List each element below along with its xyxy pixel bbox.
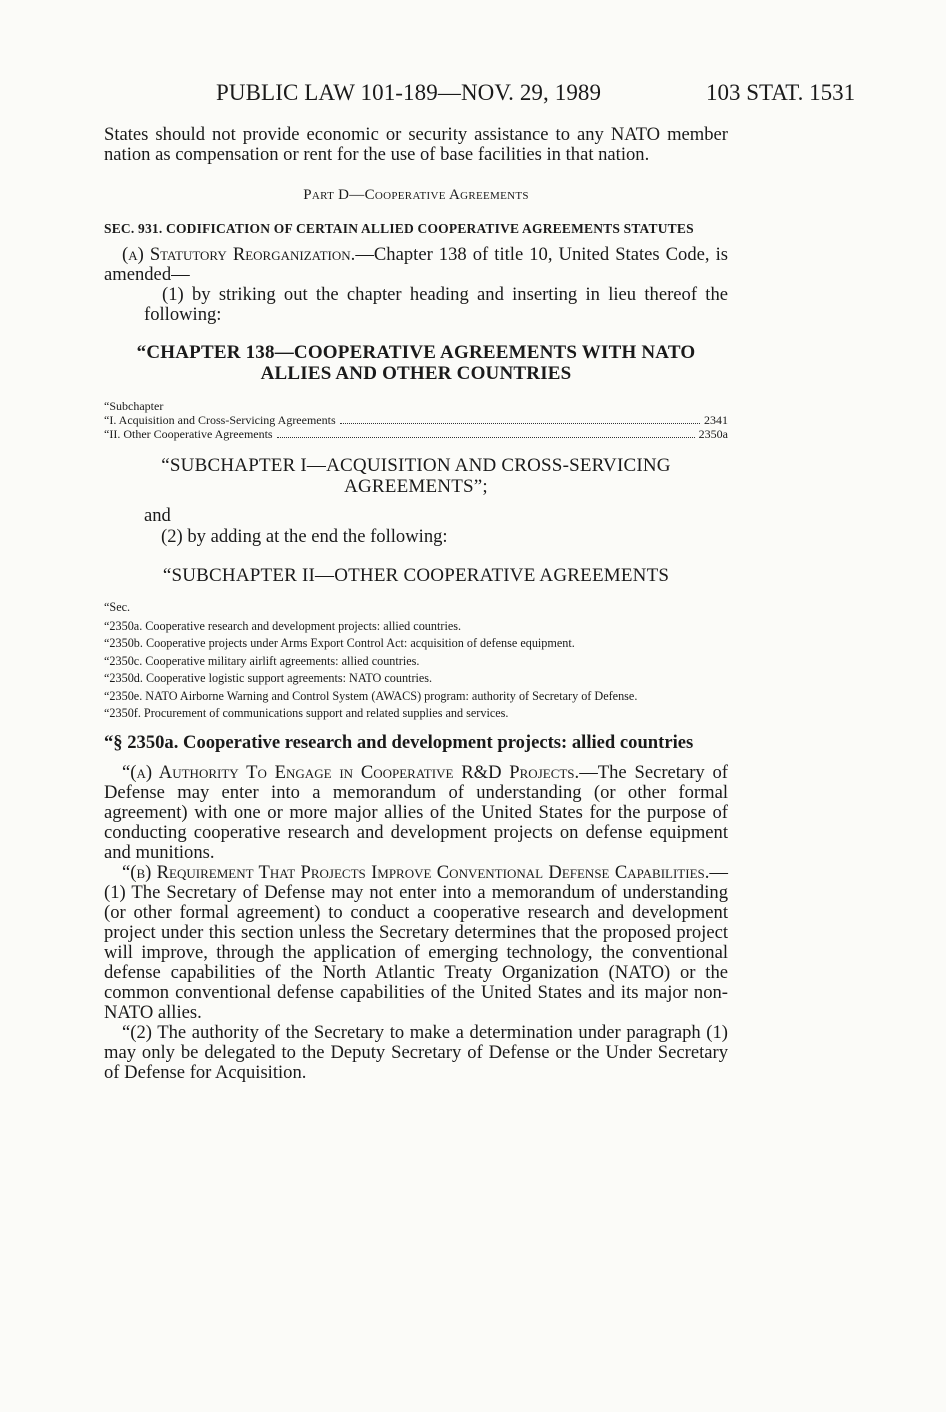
toc-leader xyxy=(277,437,695,438)
subsection-b-text: —(1) The Secretary of Defense may not enter into a memorandum of understanding (or other formal agreement) to conduct a cooperative research and development project under this section unless the Secretary determines that the proposed project will improve, through the application of emerging technology, the conventional defense capabilities of the North Atlantic Treaty Organization (NATO) or the common conventional defense capabilities of the United States and its major non-NATO allies. xyxy=(104,861,728,1023)
section-2350a-heading: “§ 2350a. Cooperative research and development projects: allied countries xyxy=(104,731,694,753)
subchapter-1-heading: “SUBCHAPTER I—ACQUISITION AND CROSS-SERVICING AGREEMENTS”; xyxy=(161,455,671,497)
paragraph-a xyxy=(104,245,728,285)
section-toc-row: “2350f. Procurement of communications support and related supplies and services. xyxy=(104,706,509,720)
item-1-text: (1) by striking out the chapter heading and inserting in lieu thereof the following: xyxy=(144,284,728,325)
subsection-a-heading: “(a) Authority To Engage in Cooperative R&D Projects. xyxy=(122,761,580,783)
subsection-b-heading: “(b) Requirement That Projects Improve Conventional Defense Capabilities. xyxy=(122,861,710,883)
subsection-a xyxy=(104,763,728,863)
and-connector: and xyxy=(144,505,171,526)
running-header: PUBLIC LAW 101-189—NOV. 29, 1989 xyxy=(216,80,602,105)
toc-leader xyxy=(340,423,700,424)
toc-label: “Subchapter xyxy=(104,399,164,413)
paragraph-a-text: —Chapter 138 of title 10, United States Code, is amended— xyxy=(104,244,728,285)
toc-row-number: 2350a xyxy=(698,427,728,441)
paragraph-a-heading: (a) Statutory Reorganization. xyxy=(122,244,356,265)
chapter-heading: “CHAPTER 138—COOPERATIVE AGREEMENTS WITH NATO ALLIES AND OTHER COUNTRIES xyxy=(136,342,696,384)
section-heading: SEC. 931. CODIFICATION OF CERTAIN ALLIED COOPERATIVE AGREEMENTS STATUTES xyxy=(104,221,694,236)
toc-row-label: “I. Acquisition and Cross-Servicing Agreements xyxy=(104,413,336,427)
section-toc-label: “Sec. xyxy=(104,600,131,614)
page-body xyxy=(104,125,728,1083)
item-2: (2) by adding at the end the following: xyxy=(161,526,448,547)
section-toc-row: “2350a. Cooperative research and development projects: allied countries. xyxy=(104,618,462,633)
toc-row xyxy=(104,413,728,427)
subsection-b xyxy=(104,863,728,1023)
toc-row-number: 2341 xyxy=(704,413,728,427)
subchapter-2-heading: “SUBCHAPTER II—OTHER COOPERATIVE AGREEMENTS xyxy=(162,565,670,586)
toc-row xyxy=(104,427,728,441)
section-toc-row: “2350b. Cooperative projects under Arms Export Control Act: acquisition of defense equipment. xyxy=(104,636,575,650)
section-toc-row: “2350d. Cooperative logistic support agreements: NATO countries. xyxy=(104,671,433,685)
section-toc xyxy=(104,600,728,721)
subsection-b-paragraph-2: “(2) The authority of the Secretary to make a determination under paragraph (1) may only be delegated to the Deputy Secretary of Defense or the Under Secretary of Defense for Acquisition. xyxy=(104,1021,728,1083)
section-toc-row: “2350c. Cooperative military airlift agreements: allied countries. xyxy=(104,653,420,668)
subsection-a-text: —The Secretary of Defense may enter into a memorandum of understanding (or other formal agreement) with one or more major allies of the United States for the purpose of conducting cooperative research and development projects on defense equipment and munitions. xyxy=(104,761,728,863)
toc-row-label: “II. Other Cooperative Agreements xyxy=(104,427,273,441)
page-stat-number: 103 STAT. 1531 xyxy=(706,80,856,105)
section-toc-row: “2350e. NATO Airborne Warning and Control System (AWACS) program: authority of Secretary of Defense. xyxy=(104,688,638,703)
intro-paragraph: States should not provide economic or security assistance to any NATO member nation as compensation or rent for the use of base facilities in that nation. xyxy=(104,124,728,165)
subchapter-toc xyxy=(104,399,728,441)
item-1 xyxy=(104,285,728,325)
part-heading: Part D—Cooperative Agreements xyxy=(303,187,529,203)
